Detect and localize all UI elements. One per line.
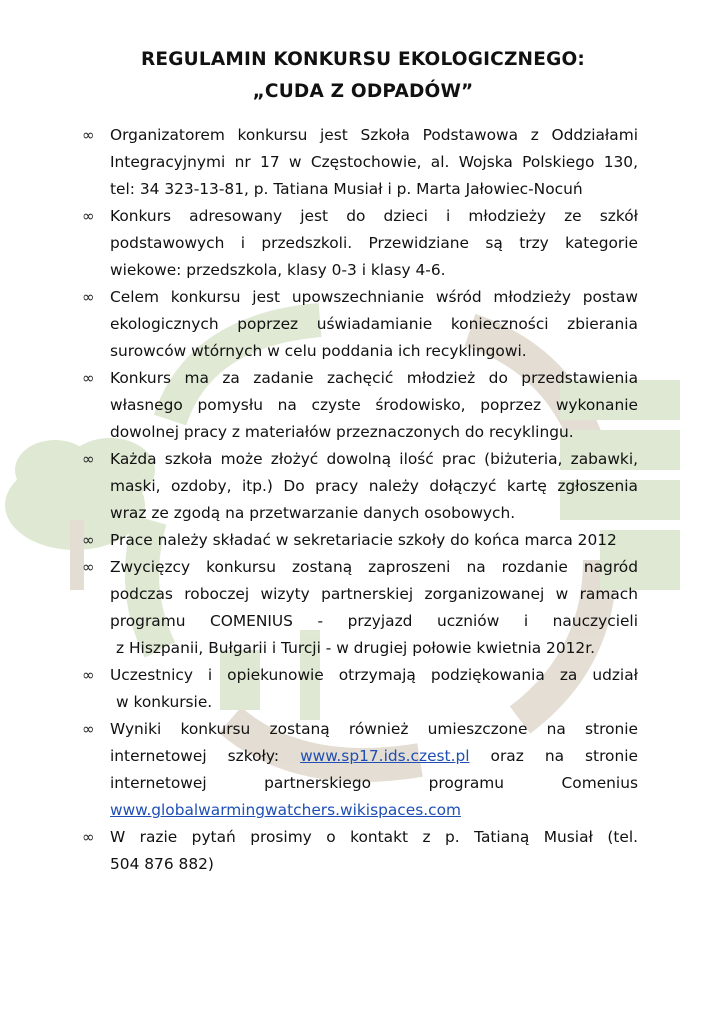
title-line-2: „CUDA Z ODPADÓW” xyxy=(252,81,474,102)
rule-item xyxy=(80,527,638,554)
infinity-bullet-icon: ∞ xyxy=(82,288,95,306)
rule-text-line: ekologicznych poprzez uświadamianie konieczności zbierania xyxy=(110,315,638,333)
infinity-bullet-icon: ∞ xyxy=(82,720,95,738)
infinity-bullet-icon: ∞ xyxy=(82,126,95,144)
infinity-bullet-icon: ∞ xyxy=(82,666,95,684)
infinity-bullet-icon: ∞ xyxy=(82,828,95,846)
rule-text-line: maski, ozdoby, itp.) Do pracy należy dołączyć kartę zgłoszenia xyxy=(110,477,638,495)
rule-text-line: w konkursie. xyxy=(116,693,213,711)
rule-item xyxy=(80,122,638,203)
infinity-bullet-icon: ∞ xyxy=(82,558,95,576)
rule-item xyxy=(80,824,638,878)
rule-item xyxy=(80,662,638,716)
rule-text-line: podstawowych i przedszkoli. Przewidziane są trzy kategorie xyxy=(110,234,638,252)
rule-text-line: Organizatorem konkursu jest Szkoła Podstawowa z Oddziałami xyxy=(110,126,638,144)
rule-text-line: internetowej partnerskiego programu Comenius xyxy=(110,774,638,792)
rule-text-line: Integracyjnymi nr 17 w Częstochowie, al. Wojska Polskiego 130, xyxy=(110,153,638,171)
rule-text-line: Wyniki konkursu zostaną również umieszczone na stronie xyxy=(110,720,638,738)
rule-item xyxy=(80,716,638,824)
rule-item xyxy=(80,284,638,365)
rules-list xyxy=(80,122,638,878)
rule-text-line: surowców wtórnych w celu poddania ich recyklingowi. xyxy=(110,342,527,360)
rule-text-line: 504 876 882) xyxy=(110,855,214,873)
rule-text-line: Każda szkoła może złożyć dowolną ilość prac (biżuteria, zabawki, xyxy=(110,450,638,468)
rule-item xyxy=(80,203,638,284)
rule-text-line: podczas roboczej wizyty partnerskiej zorganizowanej w ramach xyxy=(110,585,638,603)
document-title xyxy=(88,44,638,108)
rule-text-line: Konkurs adresowany jest do dzieci i młodzieży ze szkół xyxy=(110,207,638,225)
rule-item xyxy=(80,365,638,446)
infinity-bullet-icon: ∞ xyxy=(82,531,95,549)
rule-item xyxy=(80,554,638,662)
rule-text-line-with-link xyxy=(110,797,638,824)
rule-text-line: Uczestnicy i opiekunowie otrzymają podziękowania za udział xyxy=(110,666,638,684)
infinity-bullet-icon: ∞ xyxy=(82,450,95,468)
rule-text-line-with-link xyxy=(110,743,638,770)
rule-text-line: Zwycięzcy konkursu zostaną zaproszeni na rozdanie nagród xyxy=(110,558,638,576)
infinity-bullet-icon: ∞ xyxy=(82,207,95,225)
rule-text-line: W razie pytań prosimy o kontakt z p. Tatianą Musiał (tel. xyxy=(110,828,638,846)
title-line-1: REGULAMIN KONKURSU EKOLOGICZNEGO: xyxy=(140,49,585,70)
rule-item xyxy=(80,446,638,527)
infinity-bullet-icon: ∞ xyxy=(82,369,95,387)
rule-text-line: Celem konkursu jest upowszechnianie wśród młodzieży postaw xyxy=(110,288,638,306)
rule-text-line: z Hiszpanii, Bułgarii i Turcji - w drugiej połowie kwietnia 2012r. xyxy=(116,639,596,657)
rule-text-fragment: internetowej szkoły: xyxy=(110,747,280,765)
rule-text-line: własnego pomysłu na czyste środowisko, poprzez wykonanie xyxy=(110,396,638,414)
school-website-link[interactable]: www.sp17.ids.czest.pl xyxy=(300,747,470,765)
rule-text-line: tel: 34 323-13-81, p. Tatiana Musiał i p. Marta Jałowiec-Nocuń xyxy=(110,180,583,198)
rule-text-line: programu COMENIUS - przyjazd uczniów i nauczycieli xyxy=(110,612,638,630)
rule-text-line: dowolnej pracy z materiałów przeznaczonych do recyklingu. xyxy=(110,423,574,441)
rule-text-line: Konkurs ma za zadanie zachęcić młodzież do przedstawienia xyxy=(110,369,638,387)
rule-text-line: wraz ze zgodą na przetwarzanie danych osobowych. xyxy=(110,504,516,522)
rule-text-line: wiekowe: przedszkola, klasy 0-3 i klasy 4-6. xyxy=(110,261,446,279)
rule-text-fragment: oraz na stronie xyxy=(490,747,638,765)
comenius-website-link[interactable]: www.globalwarmingwatchers.wikispaces.com xyxy=(110,801,462,819)
rule-text-line: Prace należy składać w sekretariacie szkoły do końca marca 2012 xyxy=(110,531,617,549)
